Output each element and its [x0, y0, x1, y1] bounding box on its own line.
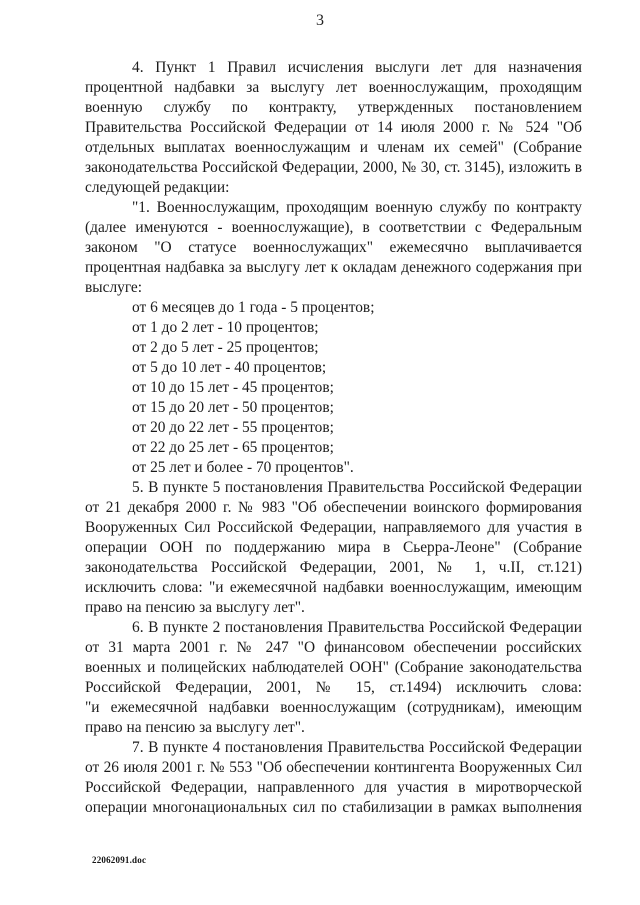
list-item: от 20 до 22 лет - 55 процентов; [132, 419, 334, 436]
text-line: Российской Федерации, 2001, № 15, ст.1494) исключить слова: [85, 679, 582, 696]
paragraph-item-5 [85, 478, 582, 618]
text-line: законодательства Российской Федерации, 2000, № 30, ст. 3145), изложить в [85, 159, 582, 176]
text-line: Российской Федерации, направленного для участия в миротворческой [85, 779, 582, 796]
text-line: Правительства Российской Федерации от 14 июля 2000 г. № 524 "Об [85, 119, 582, 136]
list-item: от 10 до 15 лет - 45 процентов; [132, 379, 334, 396]
text-line: отдельных выплатах военнослужащим и членам их семей" (Собрание [85, 139, 582, 156]
text-line: операции ООН по поддержанию мира в Сьерра-Леоне" (Собрание [85, 539, 582, 556]
text-line: законом "О статусе военнослужащих" ежемесячно выплачивается [85, 239, 582, 256]
text-line: процентная надбавка за выслугу лет к окладам денежного содержания при [85, 259, 582, 276]
paragraph-item-6 [85, 618, 582, 738]
document-body [85, 58, 582, 818]
list-item: от 15 до 20 лет - 50 процентов; [132, 399, 334, 416]
text-line: 6. В пункте 2 постановления Правительства Российской Федерации [132, 619, 582, 636]
text-line: "и ежемесячной надбавки военнослужащим (сотрудникам), имеющим [85, 699, 582, 716]
text-line: от 26 июля 2001 г. № 553 "Об обеспечении контингента Вооруженных Сил [85, 759, 582, 776]
text-line: законодательства Российской Федерации, 2001, № 1, ч.II, ст.121) [85, 559, 582, 576]
list-item: от 25 лет и более - 70 процентов". [132, 459, 354, 476]
text-line: выслуге: [85, 279, 143, 296]
text-line: 7. В пункте 4 постановления Правительства Российской Федерации [132, 739, 582, 756]
text-line: (далее именуются - военнослужащие), в соответствии с Федеральным [85, 219, 582, 236]
text-line: "1. Военнослужащим, проходящим военную службу по контракту [132, 199, 582, 216]
text-line: 5. В пункте 5 постановления Правительства Российской Федерации [132, 479, 582, 496]
text-line: процентной надбавки за выслугу лет военнослужащим, проходящим [85, 79, 582, 96]
text-line: военную службу по контракту, утвержденных постановлением [85, 99, 582, 116]
list-item: от 22 до 25 лет - 65 процентов; [132, 439, 334, 456]
text-line: право на пенсию за выслугу лет". [85, 719, 305, 736]
page-number: 3 [316, 12, 324, 29]
paragraph-quoted-rule-1 [85, 198, 582, 298]
list-item: от 6 месяцев до 1 года - 5 процентов; [132, 299, 375, 316]
list-item: от 5 до 10 лет - 40 процентов; [132, 359, 327, 376]
text-line: исключить слова: "и ежемесячной надбавки военнослужащим, имеющим [85, 579, 582, 596]
paragraph-item-4 [85, 58, 582, 198]
footer-filename: 22062091.doc [92, 855, 147, 865]
text-line: военных и полицейских наблюдателей ООН" (Собрание законодательства [85, 659, 582, 676]
text-line: от 21 декабря 2000 г. № 983 "Об обеспечении воинского формирования [85, 499, 582, 516]
list-item: от 2 до 5 лет - 25 процентов; [132, 339, 319, 356]
list-item: от 1 до 2 лет - 10 процентов; [132, 319, 319, 336]
text-line: Вооруженных Сил Российской Федерации, направляемого для участия в [85, 519, 582, 536]
paragraph-item-7 [85, 738, 582, 818]
text-line: право на пенсию за выслугу лет". [85, 599, 305, 616]
text-line: следующей редакции: [85, 179, 230, 196]
text-line: от 31 марта 2001 г. № 247 "О финансовом обеспечении российских [85, 639, 582, 656]
seniority-percentage-list [85, 298, 582, 478]
text-line: операции многонациональных сил по стабилизации в рамках выполнения [85, 799, 582, 816]
text-line: 4. Пункт 1 Правил исчисления выслуги лет для назначения [132, 59, 582, 76]
